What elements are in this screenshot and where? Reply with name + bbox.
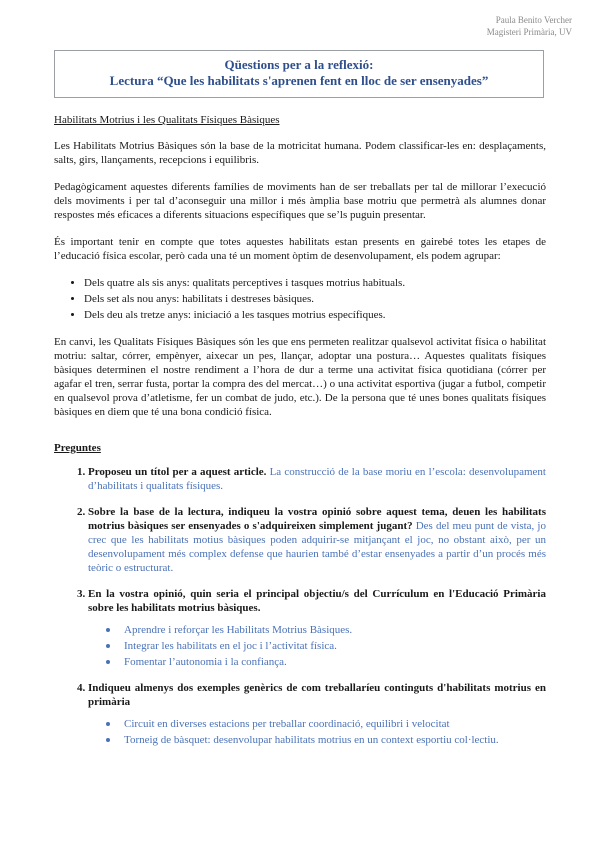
answer-item: Fomentar l’autonomia i la confiança. [124,655,546,669]
question-text: Indiqueu almenys dos exemples genèrics de com treballaríeu continguts d'habilitats motrius en primària [88,682,546,708]
stage-item: • Dels deu als tretze anys: iniciació a les tasques motrius específiques. [84,308,546,322]
answer-item: Aprendre i reforçar les Habilitats Motrius Bàsiques. [124,623,546,637]
paragraph-1: Les Habilitats Motrius Bàsiques són la base de la motricitat humana. Podem classificar-les en: desplaçaments, salts, girs, llançaments, recepcions i equilibris. [54,140,546,166]
stage-item: • Dels set als nou anys: habilitats i destreses bàsiques. [84,292,546,306]
paragraph-4: En canvi, les Qualitats Físiques Bàsiques són les que ens permeten realitzar qualsevol activitat física o habilitat motriu: saltar, córrer, empènyer, aixecar un pes, llançar, adoptar una postura… Aquestes qualitats físiques bàsiques determinen el nostre rendiment a l’hora de dur a terme una activitat física quotidiana (córrer per agafar el tren, serrar fusta, portar la compra des del mercat…) o una activitat esportiva (jugar a futbol, competir en qualsevol prova d’atletisme, fer un combat de judo, etc.). De la persona que té unes bones qualitats físiques bàsiques en diem que té una bona condició física. [54,336,546,418]
question-text: En la vostra opinió, quin seria el principal objectiu/s del Currículum en l'Educació Primària sobre les habilitats motrius bàsiques. [88,588,546,614]
question-item [88,587,546,669]
stage-item: • Dels quatre als sis anys: qualitats perceptives i tasques motrius habituals. [84,276,546,290]
main-content [54,113,546,759]
answer-list [88,623,546,669]
paragraph-2: Pedagògicament aquestes diferents famílies de moviments han de ser treballats per tal de millorar l’execució dels moviments i per tal d’aconseguir una millor i més àmplia base motriu que permetrà als alumnes donar respostes més eficaces a diferents situacions específiques que se’ls puguin presentar. [54,181,546,221]
page-header [487,14,572,38]
answer-item: Torneig de bàsquet: desenvolupar habilitats motrius en un context esportiu col·lectiu. [124,733,546,747]
answer-text: La construcció de la base moriu en l’escola: desenvolupament d’habilitats i qualitats físiques. [88,466,546,492]
question-item [88,681,546,747]
course-name: Magisteri Primària, UV [486,27,572,37]
question-text: Proposeu un títol per a aquest article. [88,466,267,478]
question-item [88,465,546,493]
author-name: Paula Benito Vercher [495,15,572,25]
title-box [54,50,544,98]
answer-list [88,717,546,747]
answer-text: Des del meu punt de vista, jo crec que les habilitats motius bàsiques poden adquirir-se mitjançant el joc, no obstant això, per un desenvolupament més complex defense que haurien també d’estar ensenyades a partir d’un procés més teòric o estructurat. [88,520,546,574]
stages-list [54,276,546,322]
answer-item: Circuit en diverses estacions per treballar coordinació, equilibri i velocitat [124,717,546,731]
questions-list [54,465,546,747]
title-line-2: Lectura “Que les habilitats s'aprenen fent en lloc de ser ensenyades” [109,73,489,88]
question-item [88,505,546,575]
title-line-1: Qüestions per a la reflexió: [224,57,374,72]
section-heading: Habilitats Motrius i les Qualitats Físiques Bàsiques [54,114,280,126]
answer-item: Integrar les habilitats en el joc i l’activitat física. [124,639,546,653]
question-text: Sobre la base de la lectura, indiqueu la vostra opinió sobre aquest tema, deuen les habilitats motrius bàsiques ser ensenyades o s'adquireixen simplement jugant? [88,506,546,532]
paragraph-3: És important tenir en compte que totes aquestes habilitats estan presents en gairebé totes les etapes de l’educació física escolar, però cada una té un moment òptim de desenvolupament, els podem agrupar: [54,236,546,262]
questions-heading: Preguntes [54,442,101,454]
